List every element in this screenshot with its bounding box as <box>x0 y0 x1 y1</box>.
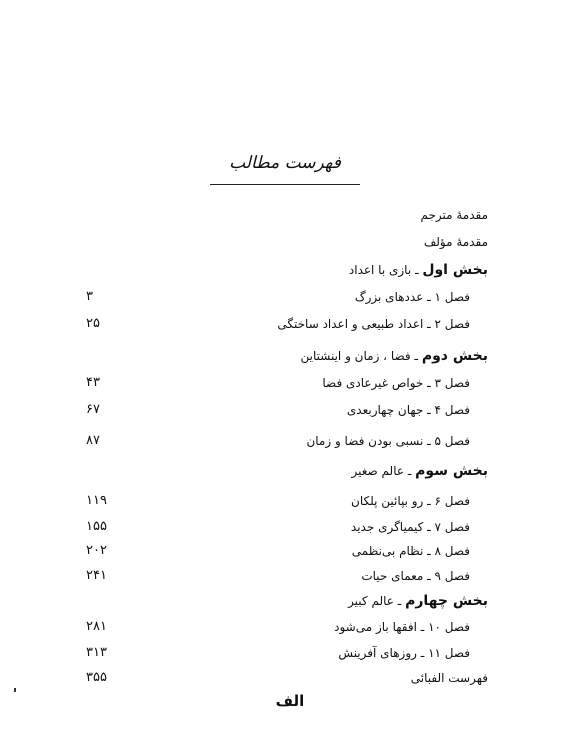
chapter-title: فصل ۱ ـ عددهای بزرگ <box>354 290 470 304</box>
toc-part-row <box>0 590 572 612</box>
page-title: فهرست مطالب <box>229 153 341 173</box>
toc-entry-row <box>0 667 572 689</box>
page-number: ۳ <box>86 289 93 304</box>
chapter-title: فصل ۳ ـ خواص غیرعادی فضا <box>322 376 470 390</box>
part-heading <box>301 345 489 367</box>
page-number: ۱۵۵ <box>86 519 107 534</box>
toc-entry-row <box>0 231 572 253</box>
chapter-title: فصل ۱۱ ـ روزهای آفرینش <box>338 646 470 660</box>
part-heading <box>352 460 488 482</box>
front-matter-title: مقدمهٔ مترجم <box>420 208 488 222</box>
page-number: ۳۵۵ <box>86 670 107 685</box>
chapter-title: فصل ۸ ـ نظام بی‌نظمی <box>351 544 470 558</box>
toc-entry-row <box>0 286 572 308</box>
chapter-title: فصل ۵ ـ نسبی بودن فضا و زمان <box>306 434 470 448</box>
part-subtitle: عالم صغیر <box>351 464 405 478</box>
page-number: ۲۰۲ <box>86 543 107 558</box>
toc-entry-row <box>0 399 572 421</box>
chapter-title: فصل ۲ ـ اعداد طبیعی و اعداد ساختگی <box>277 317 470 331</box>
part-name: بخش سوم <box>415 463 488 479</box>
part-heading <box>349 259 488 281</box>
part-name: بخش چهارم <box>405 593 488 609</box>
toc-part-row <box>0 345 572 367</box>
chapter-title: فصل ۶ ـ رو بپائین پلکان <box>351 494 470 508</box>
page-number: ۴۳ <box>86 375 100 390</box>
page-number: ۸۷ <box>86 433 100 448</box>
chapter-title: فصل ۱۰ ـ افقها باز می‌شود <box>334 620 470 634</box>
chapter-title: فصل ۹ ـ معمای حیات <box>361 569 470 583</box>
part-subtitle: عالم کبیر <box>348 594 394 608</box>
part-separator: ـ <box>404 464 416 478</box>
chapter-title: فصل ۷ ـ کیمیاگری جدید <box>350 520 470 534</box>
page-number: ۲۸۱ <box>86 619 107 634</box>
page-footer-number: الف <box>275 692 305 710</box>
toc-entry-row <box>0 616 572 638</box>
toc-entry-row <box>0 204 572 226</box>
toc-entry-row <box>0 490 572 512</box>
toc-entry-row <box>0 430 572 452</box>
toc-entry-row <box>0 540 572 562</box>
toc-entry-row <box>0 642 572 664</box>
part-separator: ـ <box>393 594 406 608</box>
part-subtitle: بازی با اعداد <box>348 263 412 277</box>
toc-entry-row <box>0 372 572 394</box>
toc-entry-row <box>0 516 572 538</box>
toc-entry-row <box>0 313 572 335</box>
toc-part-row <box>0 460 572 482</box>
title-underline <box>210 184 360 185</box>
part-name: بخش اول <box>422 262 488 278</box>
front-matter-title: فهرست الفبائی <box>410 671 488 685</box>
page-number: ۶۷ <box>86 402 100 417</box>
part-heading <box>348 590 488 612</box>
margin-mark <box>14 688 16 692</box>
part-name: بخش دوم <box>421 348 488 364</box>
toc-part-row <box>0 259 572 281</box>
page-number: ۱۱۹ <box>86 493 107 508</box>
part-separator: ـ <box>410 349 422 363</box>
front-matter-title: مقدمهٔ مؤلف <box>423 235 488 249</box>
page-number: ۳۱۳ <box>86 645 107 660</box>
page-number: ۲۴۱ <box>86 568 107 583</box>
toc-entry-row <box>0 565 572 587</box>
part-separator: ـ <box>411 263 423 277</box>
page-number: ۲۵ <box>86 316 100 331</box>
part-subtitle: فضا ، زمان و اینشتاین <box>300 349 411 363</box>
chapter-title: فصل ۴ ـ جهان چهاربعدی <box>346 403 470 417</box>
